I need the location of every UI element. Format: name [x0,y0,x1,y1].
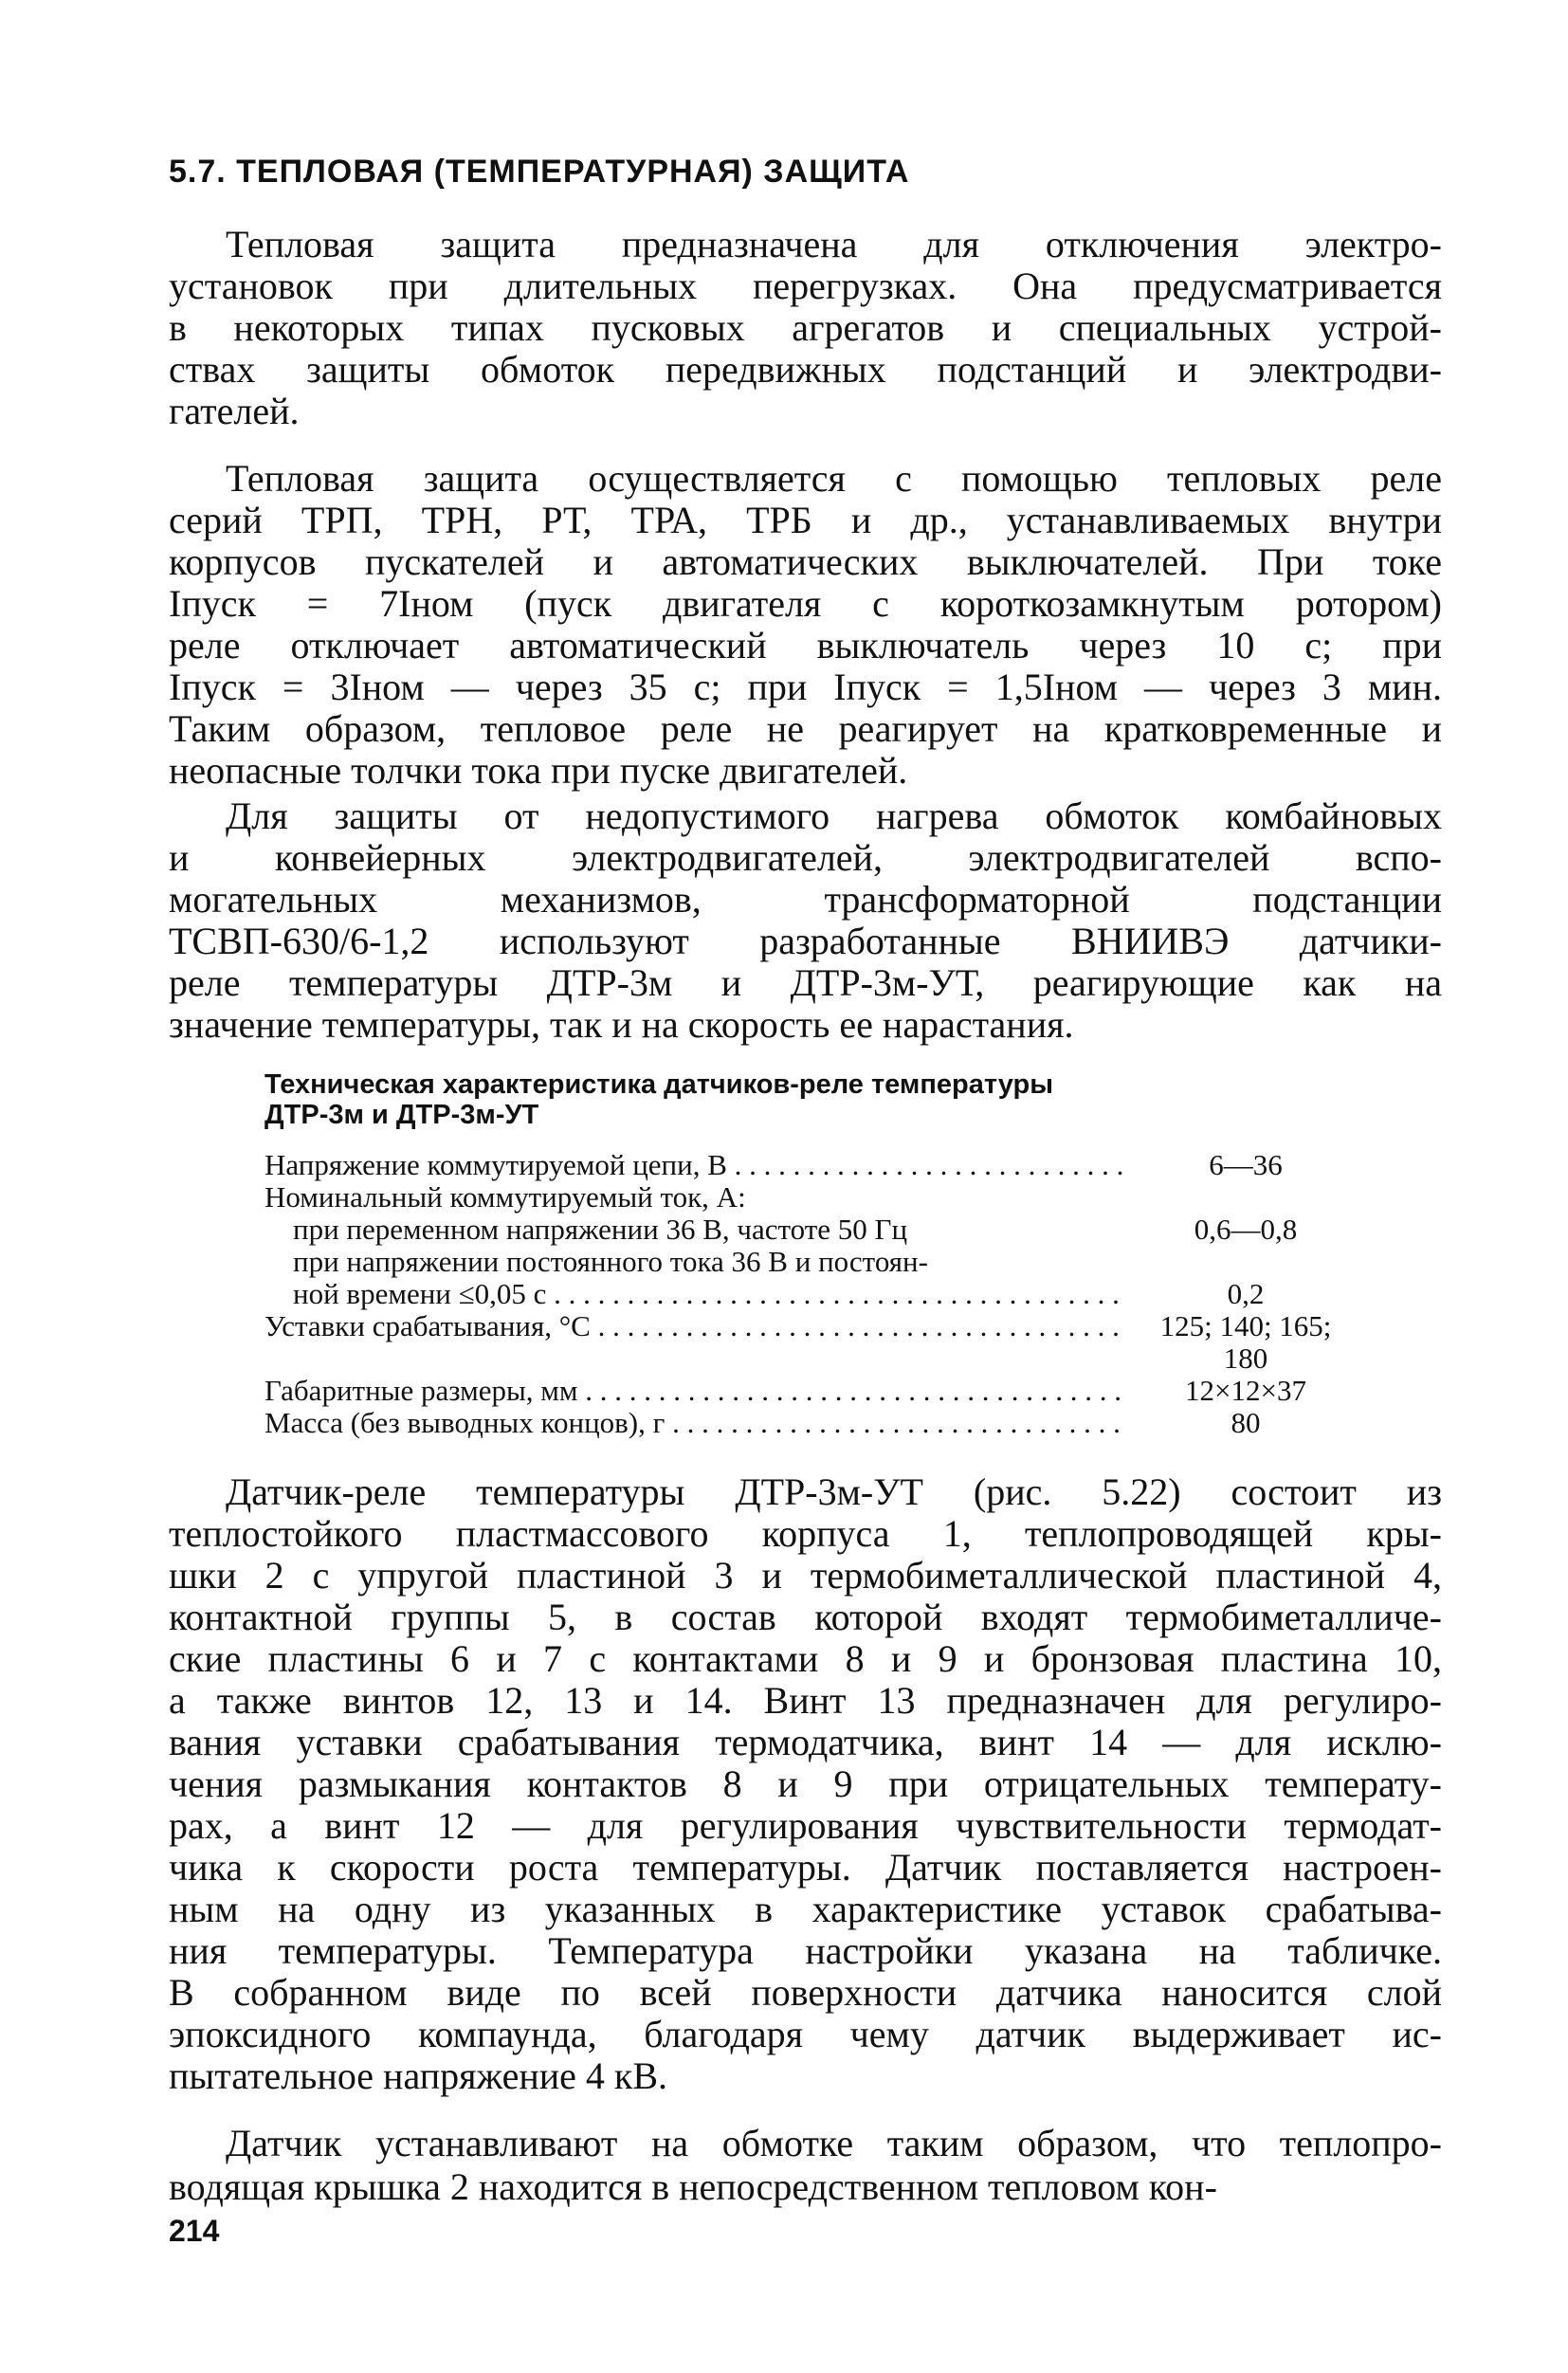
text-line: установок при длительных перегрузках. Она предусматривается [169,265,1442,307]
text-line: Тепловая защита осуществляется с помощью тепловых реле [226,457,1442,500]
spec-label: Напряжение коммутируемой цепи, В . . . [264,1149,1127,1181]
text-line: гателей. [169,390,300,432]
spec-value: 0,6—0,8 [1194,1213,1298,1246]
spec-label: при напряжении постоянного тока 36 В и постоян- [293,1246,928,1278]
text-line: эпоксидного компаунда, благодаря чему датчик выдерживает ис- [169,2013,1442,2055]
text-line: Iпуск = 3Iном — через 35 с; при Iпуск = 1,5Iном — через 3 мин. [169,666,1442,708]
text-line: пытательное напряжение 4 кВ. [169,2054,668,2097]
text-line: неопасные толчки тока при пуске двигателей. [169,749,908,792]
spec-value: 180 [1223,1342,1268,1375]
paragraph-sensor-installation [169,2122,1442,2208]
spec-label: при переменном напряжении 36 В, частоте 50 Гц [293,1214,908,1246]
spec-row [264,1342,1364,1375]
spec-table-title [264,1069,1364,1130]
text-line: серий ТРП, ТРН, РТ, ТРА, ТРБ и др., устанавливаемых внутри [169,499,1442,541]
text-line: реле отключает автоматический выключатель через 10 с; при [169,624,1442,666]
spec-row [264,1278,1364,1310]
text-line: Для защиты от недопустимого нагрева обмоток комбайновых [226,794,1442,837]
spec-value: 80 [1231,1406,1261,1439]
text-line: Датчик-реле температуры ДТР-3м-УТ (рис. 5.22) состоит из [226,1470,1442,1513]
text-line: ния температуры. Температура настройки указана на табличке. [169,1929,1442,1972]
spec-label [264,1342,1127,1375]
spec-row [264,1375,1364,1407]
text-line: В собранном виде по всей поверхности датчика наносится слой [169,1971,1442,2014]
page-number: 214 [169,2214,220,2248]
text-line: Iпуск = 7Iном (пуск двигателя с короткозамкнутым ротором) [169,582,1442,625]
text-line: а также винтов 12, 13 и 14. Винт 13 предназначен для регулиро- [169,1679,1442,1722]
spec-table-rows [264,1149,1364,1439]
text-line: Датчик устанавливают на обмотке таким образом, что теплопро- [226,2122,1442,2164]
spec-label: ной времени ≤0,05 с . . . [264,1278,1127,1310]
paragraph-thermal-relays [169,458,1442,792]
text-line: реле температуры ДТР-3м и ДТР-3м-УТ, реагирующие как на [169,961,1442,1004]
text-line: ствах защиты обмоток передвижных подстанций и электродви- [169,348,1442,391]
text-line: корпусов пускателей и автоматических выключателей. При токе [169,540,1442,583]
text-line: водящая крышка 2 находится в непосредственном тепловом кон- [169,2164,1217,2208]
spec-label: Масса (без выводных концов), г . . . [264,1407,1127,1439]
text-line: значение температуры, так и на скорость ее нарастания. [169,1003,1074,1046]
text-line: теплостойкого пластмассового корпуса 1, теплопроводящей кры- [169,1512,1442,1555]
text-line: и конвейерных электродвигателей, электродвигателей вспо- [169,836,1442,879]
text-line: Тепловая защита предназначена для отключения электро- [226,223,1442,265]
spec-row [264,1149,1364,1181]
text-line: в некоторых типах пусковых агрегатов и специальных устрой- [169,306,1442,349]
text-line: рах, а винт 12 — для регулирования чувствительности термодат- [169,1804,1442,1847]
spec-row [264,1214,1364,1246]
spec-label: Номинальный коммутируемый ток, А: [264,1181,746,1214]
spec-value: 0,2 [1227,1277,1265,1310]
spec-value: 6—36 [1209,1148,1283,1181]
spec-value: 12×12×37 [1185,1374,1306,1407]
section-heading: 5.7. ТЕПЛОВАЯ (ТЕМПЕРАТУРНАЯ) ЗАЩИТА [169,154,910,190]
spec-table-title-line: Техническая характеристика датчиков-реле температуры [264,1069,1054,1100]
spec-row [264,1407,1364,1439]
spec-label: Уставки срабатывания, °С . . . [264,1310,1127,1342]
paragraph-thermal-protection-purpose [169,224,1442,432]
spec-value [1127,1246,1364,1278]
text-line: контактной группы 5, в состав которой входят термобиметалличе- [169,1596,1442,1638]
spec-value: 125; 140; 165; [1159,1309,1332,1342]
spec-value [1127,1181,1364,1214]
paragraph-sensor-construction [169,1471,1442,2097]
text-line: вания уставки срабатывания термодатчика, винт 14 — для исклю- [169,1721,1442,1763]
text-line: могательных механизмов, трансформаторной подстанции [169,878,1442,921]
spec-table-title-line: ДТР-3м и ДТР-3м-УТ [264,1100,539,1130]
text-line: Таким образом, тепловое реле не реагирует на кратковременные и [169,707,1442,750]
spec-row [264,1246,1364,1278]
spec-table [264,1069,1364,1439]
paragraph-temperature-sensors [169,795,1442,1046]
spec-row [264,1310,1364,1342]
spec-row [264,1181,1364,1214]
text-line: чика к скорости роста температуры. Датчик поставляется настроен- [169,1846,1442,1889]
spec-label: Габаритные размеры, мм . . . [264,1375,1127,1407]
text-line: чения размыкания контактов 8 и 9 при отрицательных температу- [169,1762,1442,1805]
text-line: шки 2 с упругой пластиной 3 и термобиметаллической пластиной 4, [169,1554,1442,1597]
text-line: ным на одну из указанных в характеристике уставок срабатыва- [169,1888,1442,1930]
text-line: ские пластины 6 и 7 с контактами 8 и 9 и бронзовая пластина 10, [169,1637,1442,1680]
text-line: ТСВП-630/6-1,2 используют разработанные ВНИИВЭ датчики- [169,920,1442,962]
